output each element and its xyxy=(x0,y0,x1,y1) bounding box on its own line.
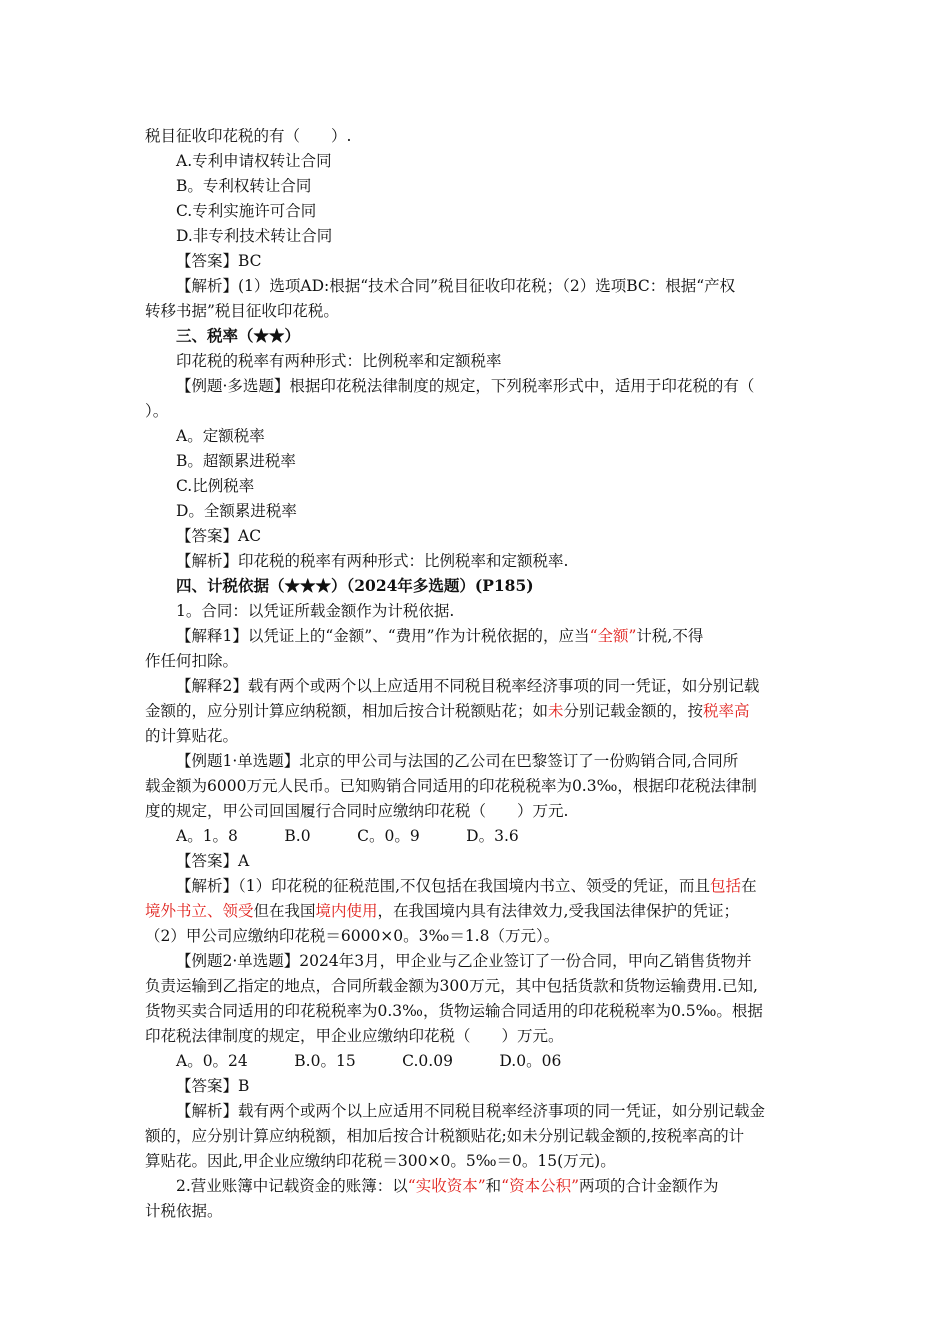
highlight: “实收资本” xyxy=(407,1177,486,1195)
analysis: 【解析】(1）选项AD:根据“技术合同”税目征收印花税；（2）选项BC：根据“产权 xyxy=(176,277,736,295)
example-2: 【例题2·单选题】2024年3月，甲企业与乙企业签订了一份合同，甲向乙销售货物并 xyxy=(176,952,752,970)
highlight: 包括 xyxy=(710,877,742,895)
paragraph-cont: 计税依据。 xyxy=(145,1202,223,1220)
explanation-2-cont: 金额的，应分别计算应纳税额，相加后按合计税额贴花；如未分别记载金额的，按税率高 xyxy=(145,702,750,720)
highlight: “全额” xyxy=(589,627,637,645)
analysis-cont: 额的，应分别计算应纳税额，相加后按合计税额贴花;如未分别记载金额的,按税率高的计 xyxy=(145,1127,745,1145)
example-question-cont: ）。 xyxy=(145,402,169,420)
explanation-2-cont: 的计算贴花。 xyxy=(145,727,239,745)
analysis: 【解析】（1）印花税的征税范围,不仅包括在我国境内书立、领受的凭证，而且包括在 xyxy=(176,877,757,895)
highlight: 未 xyxy=(548,702,564,720)
paragraph: 印花税的税率有两种形式：比例税率和定额税率 xyxy=(176,352,502,370)
option-d: D。全额累进税率 xyxy=(176,502,297,520)
analysis: 【解析】载有两个或两个以上应适用不同税目税率经济事项的同一凭证，如分别记载金 xyxy=(176,1102,766,1120)
answer: 【答案】A xyxy=(176,852,250,870)
option-d: D.非专利技术转让合同 xyxy=(176,227,333,245)
options-row: A。1。8 B.0 C。0。9 D。3.6 xyxy=(176,827,519,845)
highlight: “资本公积” xyxy=(501,1177,580,1195)
example-1: 【例题1·单选题】北京的甲公司与法国的乙公司在巴黎签订了一份购销合同,合同所 xyxy=(176,752,739,770)
example-2-cont: 负责运输到乙指定的地点，合同所载金额为300万元，其中包括货款和货物运输费用.已知, xyxy=(145,977,758,995)
analysis-cont: （2）甲公司应缴纳印花税＝6000×0。3‰＝1.8（万元）。 xyxy=(145,927,560,945)
answer: 【答案】B xyxy=(176,1077,250,1095)
explanation-1: 【解释1】以凭证上的“金额”、“费用”作为计税依据的，应当“全额”计税,不得 xyxy=(176,627,704,645)
answer: 【答案】AC xyxy=(176,527,262,545)
explanation-1-cont: 作任何扣除。 xyxy=(145,652,239,670)
example-1-cont: 载金额为6000万元人民币。已知购销合同适用的印花税税率为0.3‰，根据印花税法律制 xyxy=(145,777,757,795)
option-a: A。定额税率 xyxy=(176,427,265,445)
highlight: 境外书立、领受 xyxy=(145,902,254,920)
answer: 【答案】BC xyxy=(176,252,262,270)
option-c: C.专利实施许可合同 xyxy=(176,202,317,220)
paragraph: 2.营业账簿中记载资金的账簿：以“实收资本”和“资本公积”两项的合计金额作为 xyxy=(176,1177,719,1195)
explanation-2: 【解释2】载有两个或两个以上应适用不同税目税率经济事项的同一凭证，如分别记载 xyxy=(176,677,760,695)
option-b: B。专利权转让合同 xyxy=(176,177,312,195)
example-1-cont: 度的规定，甲公司回国履行合同时应缴纳印花税（ ）万元. xyxy=(145,802,569,820)
example-2-cont: 货物买卖合同适用的印花税税率为0.3‰，货物运输合同适用的印花税税率为0.5‰。根据 xyxy=(145,1002,763,1020)
analysis-cont: 算贴花。因此,甲企业应缴纳印花税＝300×0。5‰＝0。15(万元)。 xyxy=(145,1152,616,1170)
option-b: B。超额累进税率 xyxy=(176,452,296,470)
section-heading-tax-basis: 四、计税依据（★★★）（2024年多选题）(P185) xyxy=(176,576,534,595)
analysis-cont: 转移书据”税目征收印花税。 xyxy=(145,302,339,320)
highlight: 境内使用 xyxy=(315,902,378,920)
section-heading-tax-rate: 三、税率（★★） xyxy=(176,326,301,345)
highlight: 税率高 xyxy=(703,702,750,720)
analysis: 【解析】印花税的税率有两种形式：比例税率和定额税率. xyxy=(176,552,569,570)
option-c: C.比例税率 xyxy=(176,477,255,495)
question-stem-end: 税目征收印花税的有（ ）. xyxy=(145,127,352,145)
analysis-cont: 境外书立、领受但在我国境内使用，在我国境内具有法律效力,受我国法律保护的凭证； xyxy=(145,902,739,920)
paragraph: 1。合同：以凭证所载金额作为计税依据. xyxy=(176,602,455,620)
example-2-cont: 印花税法律制度的规定，甲企业应缴纳印花税（ ）万元。 xyxy=(145,1027,564,1045)
option-a: A.专利申请权转让合同 xyxy=(176,152,332,170)
options-row: A。0。24 B.0。15 C.0.09 D.0。06 xyxy=(176,1052,562,1070)
example-question: 【例题·多选题】根据印花税法律制度的规定，下列税率形式中，适用于印花税的有（ xyxy=(176,377,755,395)
